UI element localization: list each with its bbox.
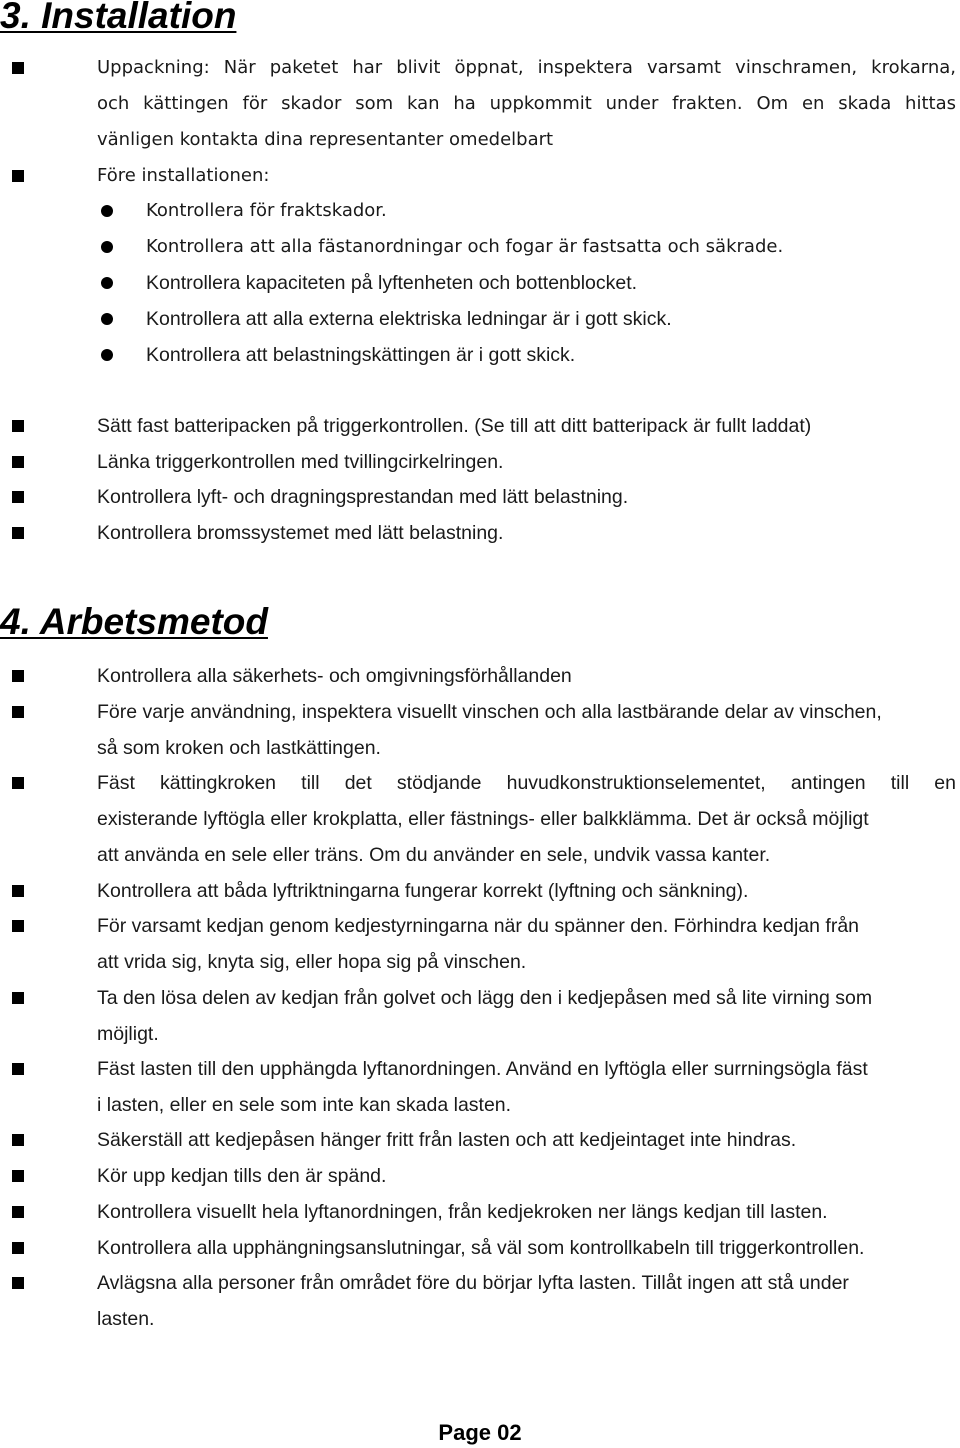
method-text: Ta den lösa delen av kedjan från golvet och lägg den i kedjepåsen med så lite virning som <box>97 987 873 1009</box>
check-item <box>0 337 960 373</box>
method-item <box>0 980 960 1016</box>
method-text: existerande lyftögla eller krokplatta, eller fästnings- eller balkklämma. Det är också möjligt <box>97 808 869 830</box>
check-text: Kontrollera kapaciteten på lyftenheten och bottenblocket. <box>146 272 638 294</box>
square-bullet-icon <box>12 170 24 182</box>
method-item-line <box>0 1016 960 1052</box>
method-item <box>0 658 960 694</box>
method-text: i lasten, eller en sele som inte kan skada lasten. <box>97 1094 512 1116</box>
method-item <box>0 694 960 730</box>
method-item <box>0 765 960 801</box>
method-item-line <box>0 1301 960 1337</box>
install-step-text: Kontrollera bromssystemet med lätt belastning. <box>97 522 504 544</box>
method-text: Fäst lasten till den upphängda lyftanordningen. Använd en lyftögla eller surrningsögla fäst <box>97 1058 868 1080</box>
round-bullet-icon <box>101 241 113 253</box>
method-item <box>0 1230 960 1266</box>
method-item <box>0 1122 960 1158</box>
method-text: Kontrollera visuellt hela lyftanordningen, från kedjekroken ner längs kedjan till lasten. <box>97 1201 828 1223</box>
check-text: Kontrollera att alla externa elektriska ledningar är i gott skick. <box>146 308 672 330</box>
unpacking-item <box>0 50 960 86</box>
square-bullet-icon <box>12 527 24 539</box>
method-text: Avlägsna alla personer från området före du börjar lyfta lasten. Tillåt ingen att stå under <box>97 1272 849 1294</box>
before-installation-label: Före installationen: <box>97 165 270 186</box>
method-text: För varsamt kedjan genom kedjestyrningarna när du spänner den. Förhindra kedjan från <box>97 915 860 937</box>
check-item <box>0 265 960 301</box>
method-item <box>0 1158 960 1194</box>
square-bullet-icon <box>12 491 24 503</box>
install-step-item <box>0 444 960 480</box>
square-bullet-icon <box>12 62 24 74</box>
square-bullet-icon <box>12 920 24 932</box>
install-step-text: Kontrollera lyft- och dragningsprestandan med lätt belastning. <box>97 486 629 508</box>
method-item-line <box>0 944 960 980</box>
unpacking-line-1: Uppackning: När paketet har blivit öppnat, inspektera varsamt vinschramen, krokarna, <box>97 57 956 78</box>
method-text: Säkerställ att kedjepåsen hänger fritt från lasten och att kedjeintaget inte hindras. <box>97 1129 797 1151</box>
square-bullet-icon <box>12 420 24 432</box>
method-text: Kontrollera alla upphängningsanslutningar, så väl som kontrollkabeln till triggerkontrollen. <box>97 1237 865 1259</box>
square-bullet-icon <box>12 706 24 718</box>
square-bullet-icon <box>12 992 24 1004</box>
method-text: Kör upp kedjan tills den är spänd. <box>97 1165 387 1187</box>
before-installation-item <box>0 158 960 194</box>
check-text: Kontrollera att belastningskättingen är i gott skick. <box>146 344 576 366</box>
section-3-heading: 3. Installation <box>0 0 237 36</box>
method-item-line <box>0 1087 960 1123</box>
method-text: Före varje användning, inspektera visuellt vinschen och alla lastbärande delar av vinschen, <box>97 701 882 723</box>
method-item-line <box>0 837 960 873</box>
method-text: möjligt. <box>97 1023 159 1045</box>
page-number: Page 02 <box>438 1420 522 1445</box>
check-text: Kontrollera för fraktskador. <box>146 200 387 221</box>
unpacking-item-line <box>0 122 960 158</box>
method-text: Kontrollera alla säkerhets- och omgivningsförhållanden <box>97 665 572 687</box>
square-bullet-icon <box>12 670 24 682</box>
method-item <box>0 908 960 944</box>
unpacking-line-2: och kättingen för skador som kan ha uppkommit under frakten. Om en skada hittas <box>97 93 956 114</box>
method-item-line <box>0 730 960 766</box>
square-bullet-icon <box>12 777 24 789</box>
check-item <box>0 229 960 265</box>
method-item <box>0 1265 960 1301</box>
square-bullet-icon <box>12 1063 24 1075</box>
unpacking-item-line <box>0 86 960 122</box>
method-item-line <box>0 801 960 837</box>
round-bullet-icon <box>101 205 113 217</box>
square-bullet-icon <box>12 1134 24 1146</box>
square-bullet-icon <box>12 885 24 897</box>
method-text: att vrida sig, knyta sig, eller hopa sig på vinschen. <box>97 951 527 973</box>
method-text: så som kroken och lastkättingen. <box>97 737 381 759</box>
round-bullet-icon <box>101 277 113 289</box>
round-bullet-icon <box>101 349 113 361</box>
method-text: Kontrollera att båda lyftriktningarna fungerar korrekt (lyftning och sänkning). <box>97 880 749 902</box>
check-item <box>0 193 960 229</box>
install-step-item <box>0 515 960 551</box>
method-text: Fäst kättingkroken till det stödjande huvudkonstruktionselementet, antingen till en <box>97 772 956 794</box>
install-step-item <box>0 479 960 515</box>
install-step-item <box>0 408 960 444</box>
check-item <box>0 301 960 337</box>
install-step-text: Sätt fast batteripacken på triggerkontrollen. (Se till att ditt batteripack är fullt laddat) <box>97 415 812 437</box>
square-bullet-icon <box>12 1206 24 1218</box>
square-bullet-icon <box>12 1170 24 1182</box>
install-step-text: Länka triggerkontrollen med tvillingcirkelringen. <box>97 451 504 473</box>
method-item <box>0 1194 960 1230</box>
method-text: lasten. <box>97 1308 155 1330</box>
section-4-heading: 4. Arbetsmetod <box>0 601 268 642</box>
unpacking-line-3: vänligen kontakta dina representanter omedelbart <box>97 129 554 150</box>
method-text: att använda en sele eller träns. Om du använder en sele, undvik vassa kanter. <box>97 844 771 866</box>
square-bullet-icon <box>12 1277 24 1289</box>
round-bullet-icon <box>101 313 113 325</box>
method-item <box>0 1051 960 1087</box>
square-bullet-icon <box>12 1242 24 1254</box>
method-item <box>0 873 960 909</box>
square-bullet-icon <box>12 456 24 468</box>
check-text: Kontrollera att alla fästanordningar och fogar är fastsatta och säkrade. <box>146 236 784 257</box>
